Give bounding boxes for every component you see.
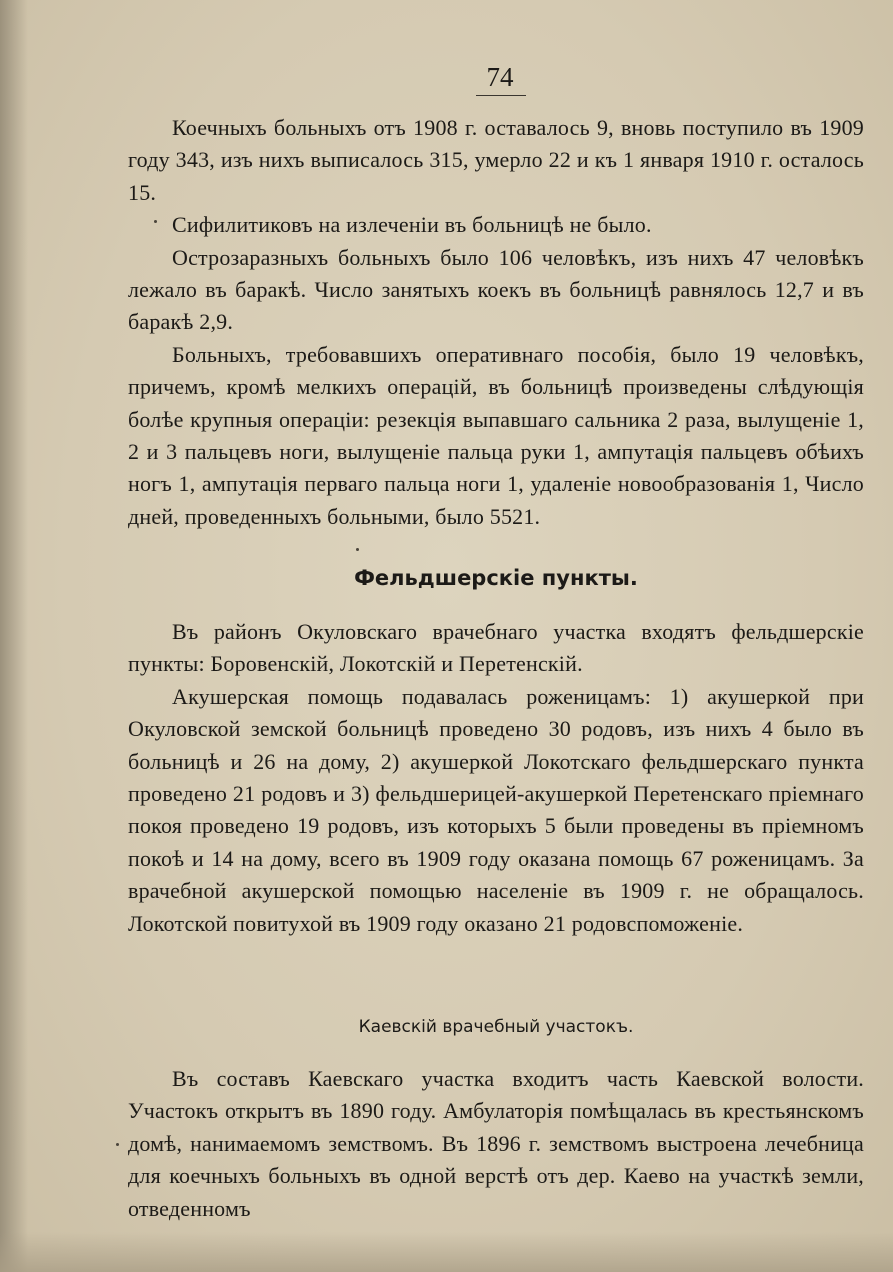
paragraph-kaevo-composition: Въ составъ Каевскаго участка входитъ часть Каевской волости. Участокъ открытъ въ 1890 году. Амбулаторія помѣщалась въ крестьянскомъ домѣ, нанимаемомъ земствомъ. Въ 1896 г. земствомъ выстроена лечебница для коечныхъ больныхъ въ одной верстѣ отъ дер. Каево на участкѣ земли, отведенномъ (128, 1066, 864, 1221)
print-speck (154, 220, 157, 223)
heading-feldsher-points: Фельдшерскіе пункты. (354, 566, 638, 590)
page-number: 74 (486, 62, 514, 92)
page-edge-shadow (0, 0, 28, 1272)
print-speck (116, 1143, 119, 1146)
paragraph-syphilis: Сифилитиковъ на излеченіи въ больницѣ не было. (172, 212, 652, 238)
page-bottom-shadow (0, 1232, 893, 1272)
feldsher-points-section (128, 616, 864, 940)
paragraph-infectious: Острозаразныхъ больныхъ было 106 человѣкъ, изъ нихъ 47 человѣкъ лежало въ баракѣ. Число занятыхъ коекъ въ больницѣ равнялось 12,7 и въ баракѣ 2,9. (128, 244, 864, 335)
hospital-stats-section (128, 112, 864, 533)
paragraph-feldsher-district: Въ районъ Окуловскаго врачебнаго участка входятъ фельдшерскіе пункты: Боровенскій, Локотскій и Перетенскій. (128, 619, 864, 677)
paragraph-obstetric-help: Акушерская помощь подавалась роженицамъ: 1) акушеркой при Окуловской земской больницѣ проведено 30 родовъ, изъ нихъ 4 было въ больницѣ и 26 на дому, 2) акушеркой Локотскаго фельдшерскаго пункта проведено 21 родовъ и 3) фельдшерицей-акушеркой Перетенскаго пріемнаго покоя проведено 19 родовъ, изъ которыхъ 5 были проведены въ пріемномъ покоѣ и 14 на дому, всего въ 1909 году оказана помощь 67 роженицамъ. За врачебной акушерской помощью населеніе въ 1909 г. не обращалось. Локотской повитухой въ 1909 году оказано 21 родовспоможеніе. (128, 683, 864, 936)
kaevo-district-section (128, 1063, 864, 1225)
heading-kaevo-district: Каевскій врачебный участокъ. (358, 1017, 634, 1037)
print-speck (356, 548, 359, 551)
paragraph-bed-patients: Коечныхъ больныхъ отъ 1908 г. оставалось 9, вновь поступило въ 1909 году 343, изъ нихъ выписалось 315, умерло 22 и къ 1 января 1910 г. осталось 15. (128, 115, 864, 205)
paragraph-operations: Больныхъ, требовавшихъ оперативнаго пособія, было 19 человѣкъ, причемъ, кромѣ мелкихъ операцій, въ больницѣ произведены слѣдующія болѣе крупныя операціи: резекція выпавшаго сальника 2 раза, вылущеніе 1, 2 и 3 пальцевъ ноги, вылущеніе пальца руки 1, ампутація пальцевъ обѣихъ ногъ 1, ампутація перваго пальца ноги 1, удаленіе новообразованія 1, Число дней, проведенныхъ больными, было 5521. (128, 341, 864, 529)
page-number-rule (476, 95, 526, 96)
